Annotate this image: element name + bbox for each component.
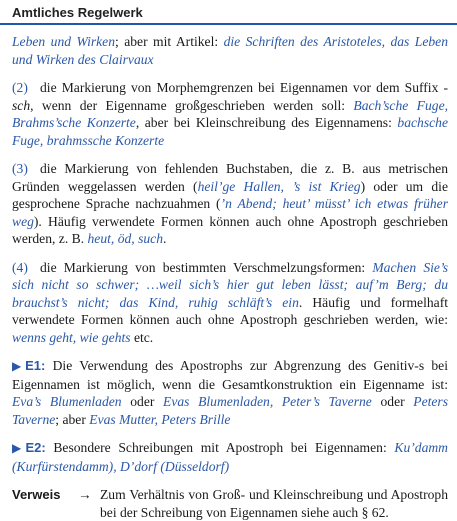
item-number: (4) xyxy=(12,259,28,275)
body-text: ; aber xyxy=(55,411,90,427)
rule-item-3 xyxy=(12,160,448,248)
arrow-right-icon: → xyxy=(78,487,92,502)
example-text: Machen Sie’s sich nicht so schwer; …weil sich’s hier gut leben lässt; auf’m Berg; du brauchst’s nicht; das Kind, ruhig schläft’s ein xyxy=(12,259,448,310)
body-text: Besondere Schreibungen mit Apostroph bei Eigennamen: xyxy=(45,440,395,455)
explanation-label: E1: xyxy=(25,358,46,373)
body-text: die Markierung von bestimmten Verschmelzungsformen: xyxy=(40,259,373,275)
example-text: wenns geht, wie gehts xyxy=(12,329,131,345)
body-text: die Markierung von Morphemgrenzen bei Eigennamen vor dem Suffix xyxy=(40,80,444,95)
running-header: Amtliches Regelwerk xyxy=(12,5,143,20)
body-text: ) oder um die gesprochene Sprache nachzuahmen ( xyxy=(12,178,448,211)
example-text: Eva’s Blumenladen xyxy=(12,394,122,409)
body-text: . Häufig und formelhaft verwendete Formen können auch ohne Apostroph geschrieben werden, wie: xyxy=(12,294,448,327)
explanation-e1 xyxy=(12,357,448,428)
example-text: Ku’damm (Kurfürstendamm), D’dorf (Düsseldorf) xyxy=(12,440,448,474)
body-text: die Markierung von fehlenden Buchstaben, die z. B. aus metrischen Gründen weggelassen werden ( xyxy=(12,161,448,194)
header-rule xyxy=(0,23,457,25)
suffix-text: -sch xyxy=(12,80,448,113)
body-text: oder xyxy=(371,394,414,409)
example-text: bachsche Fuge, brahmssche Konzerte xyxy=(12,115,448,148)
example-text: ’n Abend; heut’ müsst’ ich etwas früher weg xyxy=(12,196,448,229)
rule-item-4 xyxy=(12,259,448,347)
body-text: ). Häufig verwendete Formen können auch ohne Apostroph geschrieben werden, z. B. xyxy=(12,213,448,246)
body-text: . xyxy=(163,231,167,246)
body-text: Die Verwendung des Apostrophs zur Abgrenzung des Genitiv-s bei Eigennamen ist möglich, wenn die Gesamtkonstruktion ein Eigenname ist: xyxy=(12,358,448,392)
item-number: (2) xyxy=(12,80,28,95)
explanation-e2 xyxy=(12,439,448,475)
triangle-marker-icon: ▶ xyxy=(12,441,26,455)
item-number: (3) xyxy=(12,161,28,176)
verweis-text: Zum Verhältnis von Groß- und Kleinschreibung und Apostroph bei der Schreibung von Eigennamen siehe auch § 62. xyxy=(100,487,448,520)
body-text: ; aber mit Artikel: xyxy=(115,34,224,49)
rule-item-2 xyxy=(12,79,448,149)
cross-reference xyxy=(12,486,448,521)
example-text: heut, öd, such xyxy=(87,231,164,246)
example-text: heil’ge Hallen, ’s ist Krieg xyxy=(197,178,361,194)
explanation-label: E2: xyxy=(25,440,46,455)
triangle-marker-icon: ▶ xyxy=(12,359,26,373)
example-text: Evas Blumenladen, Peter’s Taverne xyxy=(163,394,372,409)
example-text: Peters Taverne xyxy=(12,394,449,427)
example-text: Evas Mutter, Peters Brille xyxy=(89,411,231,427)
body-text: etc. xyxy=(130,329,154,345)
body-text: oder xyxy=(121,394,164,409)
paragraph-continuation xyxy=(12,33,448,68)
body-text: , aber bei Kleinschreibung des Eigennamens: xyxy=(135,115,398,130)
example-text: die Schriften des Aristoteles, das Leben und Wirken des Clairvaux xyxy=(12,34,449,67)
example-text: Leben und Wirken xyxy=(12,34,115,49)
verweis-label: Verweis xyxy=(12,487,61,502)
body-text: , wenn der Eigenname großgeschrieben werden soll: xyxy=(30,97,354,113)
example-text: Bach’sche Fuge, Brahms’sche Konzerte xyxy=(12,97,448,130)
